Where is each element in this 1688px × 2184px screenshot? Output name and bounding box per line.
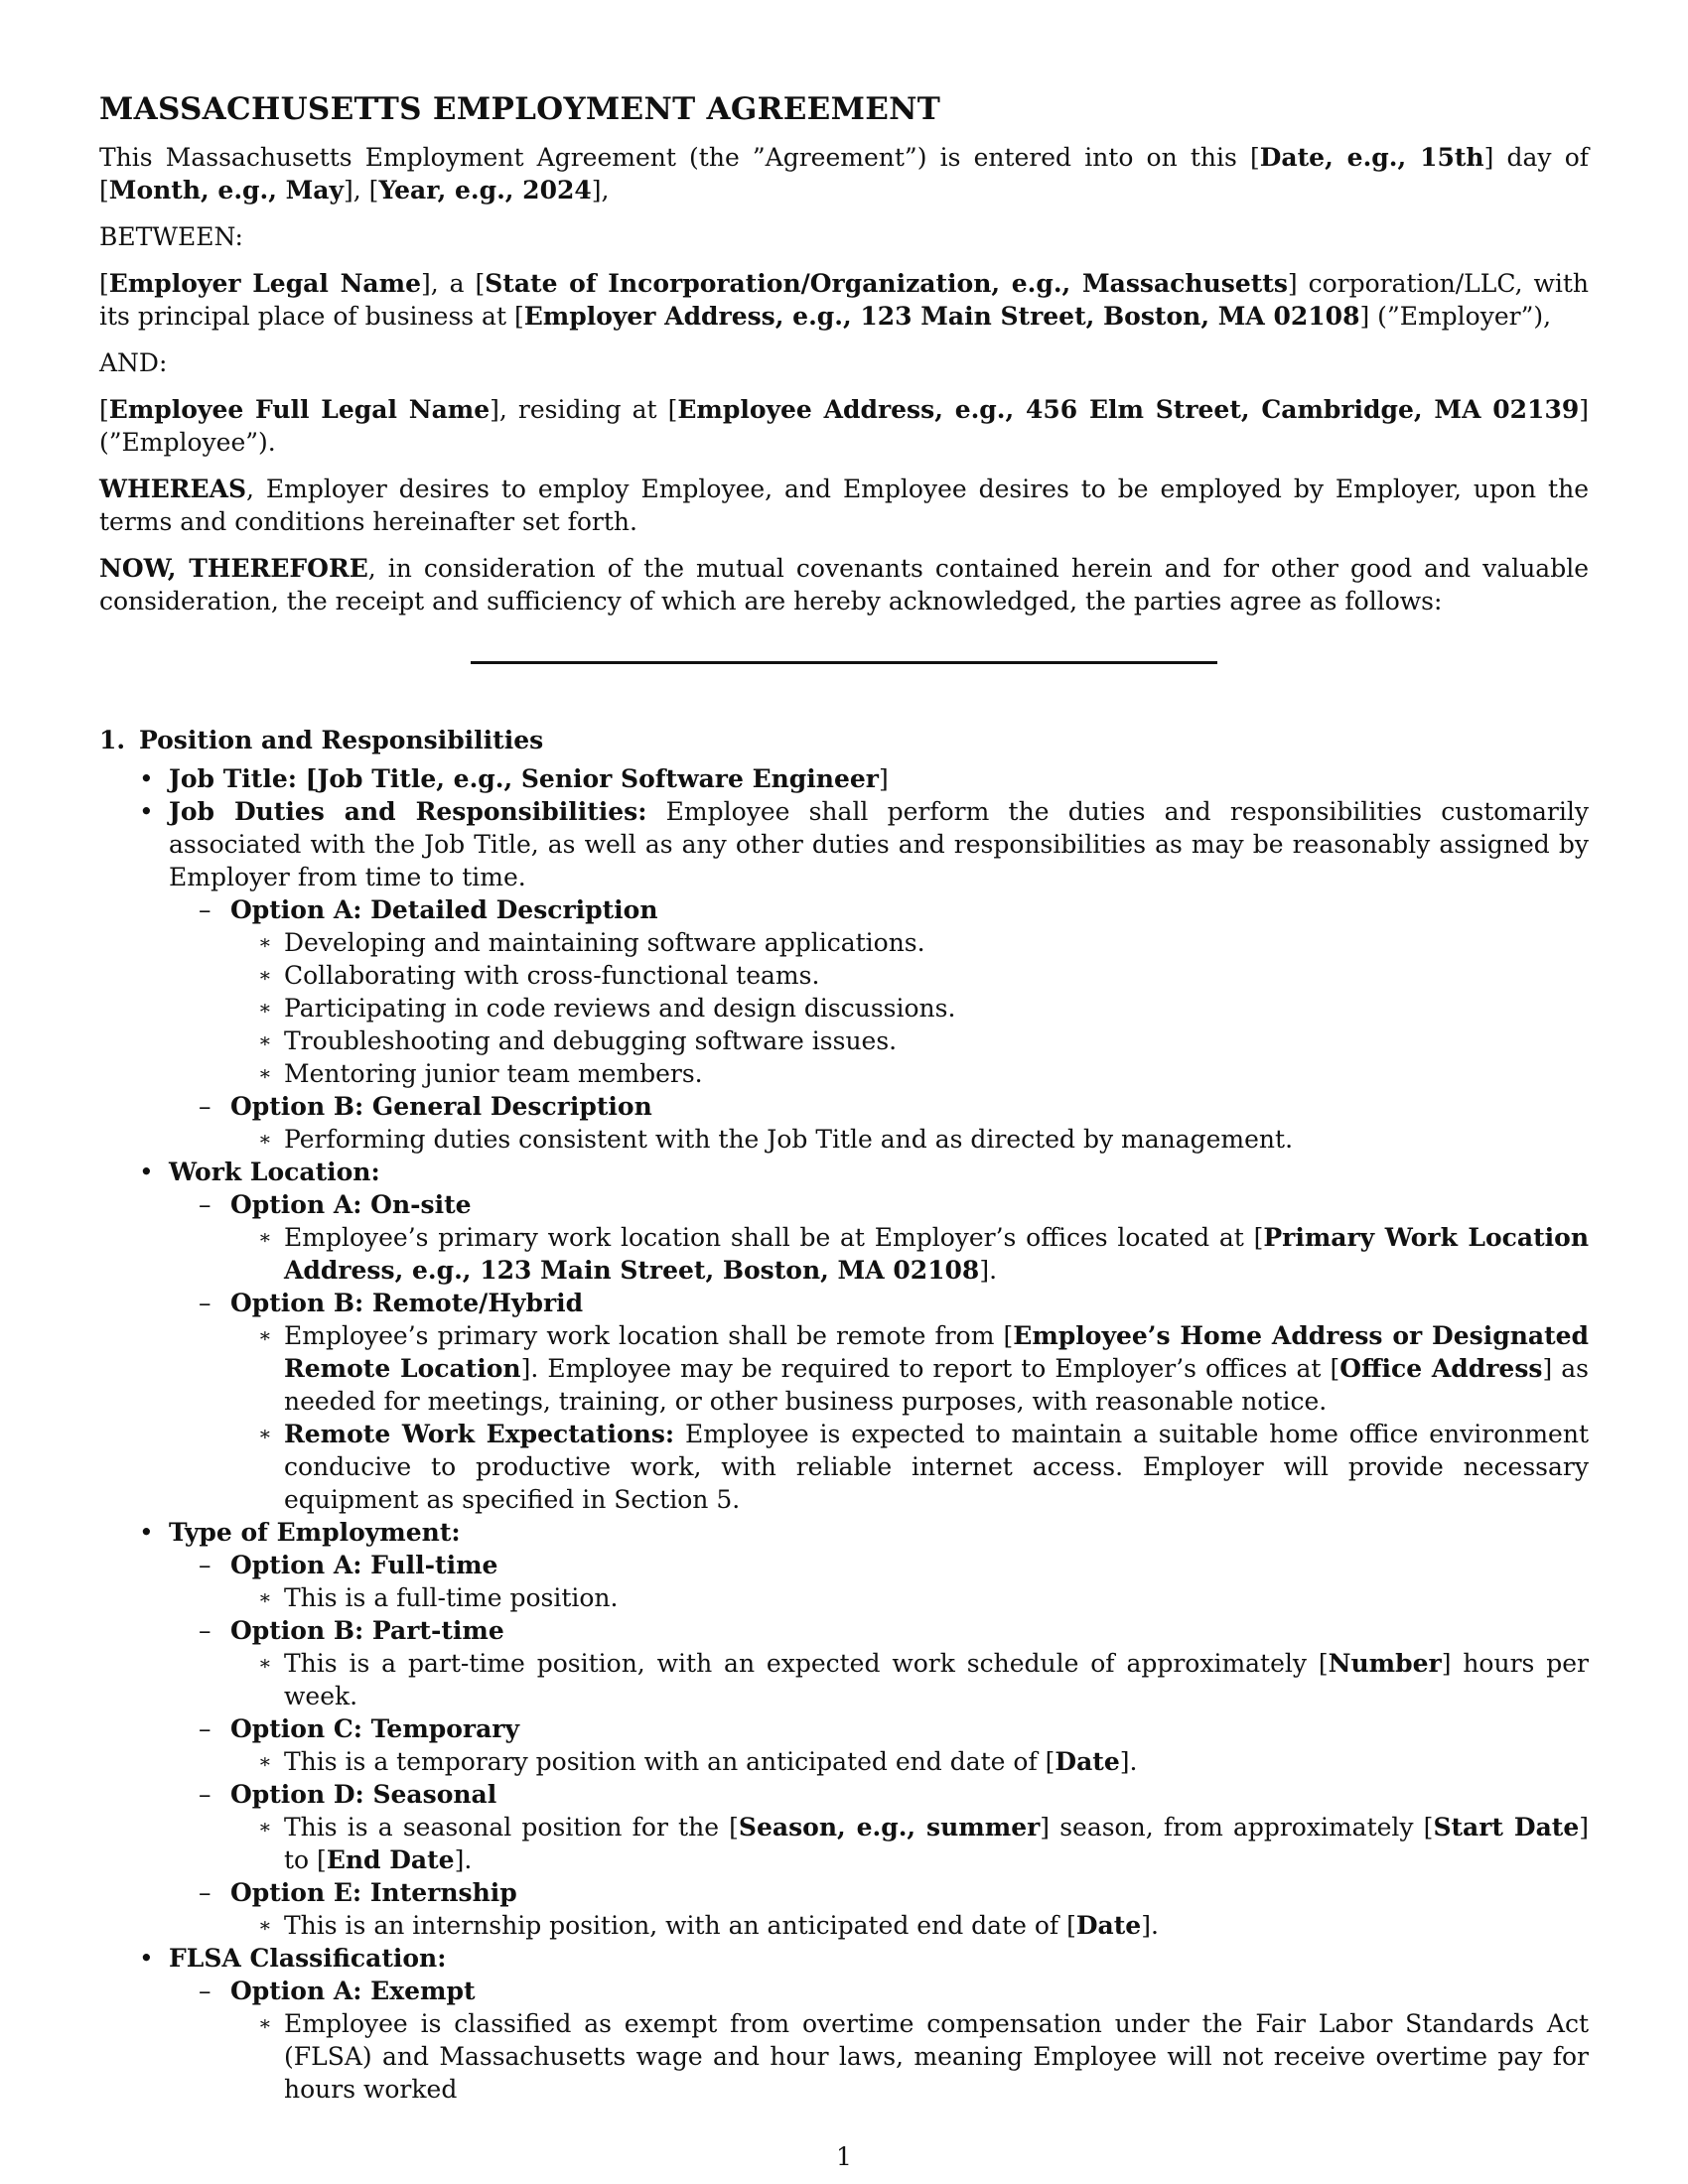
option-item: – Option A: On-site ∗ Employee’s primary work location shall be at Employer’s offices located at [Primary Work Location Address, e.g., 123 Main Street, Boston, MA 02108]. xyxy=(199,1190,1590,1285)
end-date-placeholder: Date xyxy=(1075,1911,1142,1940)
list-item-job-title: • Job Title: [Job Title, e.g., Senior Software Engineer] xyxy=(139,764,889,793)
star-marker: ∗ xyxy=(258,1061,272,1085)
dash-marker: – xyxy=(199,895,211,924)
dash-marker: – xyxy=(199,1616,211,1645)
list-item: ∗ Employee’s primary work location shall be at Employer’s offices located at [Primary Work Location Address, e.g., 123 Main Street, Boston, MA 02108]. xyxy=(258,1223,1590,1285)
section-1-list xyxy=(99,762,1589,2106)
list-item: ∗ This is a seasonal position for the [Season, e.g., summer] season, from approximately [Start Date] to [End Date]. xyxy=(258,1813,1589,1874)
option-item: – Option B: Part-time ∗ This is a part-time position, with an expected work schedule of approximately [Number] hours per week. xyxy=(199,1616,1589,1710)
star-marker: ∗ xyxy=(258,1913,272,1937)
bullet-marker: • xyxy=(139,764,154,793)
star-marker: ∗ xyxy=(258,1651,272,1675)
option-item: – Option C: Temporary ∗ This is a temporary position with an anticipated end date of [Date]. xyxy=(169,1712,1589,1778)
date-placeholder: Date, e.g., 15th xyxy=(1259,143,1484,172)
end-date-placeholder: Date xyxy=(1055,1747,1120,1776)
star-marker: ∗ xyxy=(258,1585,272,1609)
star-marker: ∗ xyxy=(258,1028,272,1052)
option-item: – Option A: Full-time ∗ This is a full-time position. xyxy=(169,1549,1589,1614)
dash-marker: – xyxy=(199,1092,211,1121)
month-placeholder: Month, e.g., May xyxy=(108,176,345,205)
dash-marker: – xyxy=(199,1780,211,1809)
season-placeholder: Season, e.g., summer xyxy=(738,1813,1041,1842)
option-item: – Option B: Remote/Hybrid ∗ Employee’s primary work location shall be remote from [Employee’s Home Address or Designated Remote Location]. Employee may be required to report to Employer’s offices at [Office Address] as needed for meetings, training, or other business purposes, with reasonable notice. ∗ Remote Work Expectations: Employee is expected to maintain a suitable home office environment conducive to productive work, with reliable internet access. Employer will provide necessary equipment as specified in Section 5. xyxy=(199,1289,1590,1514)
list-item: ∗ Participating in code reviews and design discussions. xyxy=(258,994,956,1023)
document-page xyxy=(99,91,1589,2106)
bullet-marker: • xyxy=(139,1158,154,1186)
star-marker: ∗ xyxy=(258,963,272,987)
dash-marker: – xyxy=(199,1977,211,2005)
star-marker: ∗ xyxy=(258,996,272,1020)
list-item: ∗ Employee’s primary work location shall be remote from [Employee’s Home Address or Designated Remote Location]. Employee may be required to report to Employer’s offices at [Office Address] as needed for meetings, training, or other business purposes, with reasonable notice. xyxy=(258,1321,1590,1416)
bullet-marker: • xyxy=(139,1518,154,1547)
bullet-marker: • xyxy=(139,1944,154,1973)
document-title: MASSACHUSETTS EMPLOYMENT AGREEMENT xyxy=(99,91,941,127)
employee-paragraph: [Employee Full Legal Name], residing at [Employee Address, e.g., 456 Elm Street, Cambridge, MA 02139] (”Employee”). xyxy=(99,395,1589,457)
and-label: AND: xyxy=(99,348,168,377)
list-item: ∗ Developing and maintaining software applications. xyxy=(258,928,925,957)
state-placeholder: State of Incorporation/Organization, e.g., Massachusetts xyxy=(485,269,1288,298)
list-item: ∗ This is a part-time position, with an expected work schedule of approximately [Number] hours per week. xyxy=(258,1649,1589,1710)
option-item: – Option E: Internship ∗ This is an internship position, with an anticipated end date of [Date]. xyxy=(169,1876,1589,1942)
work-location-placeholder: Primary Work Location Address, e.g., 123 Main Street, Boston, MA 02108 xyxy=(284,1223,1590,1285)
option-item: – Option D: Seasonal ∗ This is a seasonal position for the [Season, e.g., summer] season, from approximately [Start Date] to [End Date]. xyxy=(199,1780,1589,1874)
page-number: 1 xyxy=(836,2142,852,2171)
star-marker: ∗ xyxy=(258,1815,272,1839)
list-item: ∗ Troubleshooting and debugging software issues. xyxy=(258,1026,898,1055)
employer-address-placeholder: Employer Address, e.g., 123 Main Street, Boston, MA 02108 xyxy=(523,302,1360,331)
list-item: ∗ This is an internship position, with an anticipated end date of [Date]. xyxy=(258,1911,1159,1940)
employee-address-placeholder: Employee Address, e.g., 456 Elm Street, Cambridge, MA 02139 xyxy=(677,395,1580,424)
list-item: ∗ Performing duties consistent with the Job Title and as directed by management. xyxy=(258,1125,1294,1154)
employer-name-placeholder: Employer Legal Name xyxy=(108,269,421,298)
option-item: – Option A: Detailed Description ∗ Developing and maintaining software applications. ∗ Collaborating with cross-functional teams. ∗ Participating in code reviews and design discussions. ∗ Troubleshooting and debugging software issues. ∗ Mentoring junior team members. xyxy=(169,893,1589,1090)
between-label: BETWEEN: xyxy=(99,222,243,251)
intro-paragraph: This Massachusetts Employment Agreement (the ”Agreement”) is entered into on this [Date, e.g., 15th] day of [Month, e.g., May], [Year, e.g., 2024], xyxy=(99,143,1589,205)
dash-marker: – xyxy=(199,1714,211,1743)
star-marker: ∗ xyxy=(258,1749,272,1773)
list-item: ∗ This is a temporary position with an anticipated end date of [Date]. xyxy=(258,1747,1138,1776)
now-therefore-paragraph: NOW, THEREFORE, in consideration of the mutual covenants contained herein and for other good and valuable consideration, the receipt and sufficiency of which are hereby acknowledged, the parties agree as follows: xyxy=(99,554,1590,615)
bullet-marker: • xyxy=(139,797,154,826)
dash-marker: – xyxy=(199,1190,211,1219)
list-item: ∗ Collaborating with cross-functional teams. xyxy=(258,961,820,990)
start-date-placeholder: Start Date xyxy=(1433,1813,1580,1842)
whereas-paragraph: WHEREAS, Employer desires to employ Employee, and Employee desires to be employed by Employer, upon the terms and conditions hereinafter set forth. xyxy=(99,475,1589,536)
year-placeholder: Year, e.g., 2024 xyxy=(378,176,592,205)
dash-marker: – xyxy=(199,1289,211,1317)
dash-marker: – xyxy=(199,1878,211,1907)
option-item: – Option A: Exempt ∗ Employee is classified as exempt from overtime compensation under the Fair Labor Standards Act (FLSA) and Massachusetts wage and hour laws, meaning Employee will not receive overtime pay for hours worked xyxy=(199,1977,1589,2104)
job-title-placeholder: Job Title, e.g., Senior Software Engineer xyxy=(317,764,879,793)
list-item-duties: • Job Duties and Responsibilities: Employee shall perform the duties and responsibilities customarily associated with the Job Title, as well as any other duties and responsibilities as may be reasonably assigned by Employer from time to time. – Option A: Detailed Description ∗ Developing and maintaining software applications. ∗ Collaborating with cross-functional teams. ∗ Participating in code reviews and design discussions. ∗ Troubleshooting and debugging software issues. ∗ Mentoring junior team members. – Option B: General Description ∗ Performing duties consistent with the Job Title and as directed by management. xyxy=(139,797,1589,1154)
horizontal-divider xyxy=(471,661,1217,664)
dash-marker: – xyxy=(199,1551,211,1579)
star-marker: ∗ xyxy=(258,1422,272,1445)
section-heading: 1. Position and Responsibilities xyxy=(99,726,544,754)
list-item-work-location: • Work Location: – Option A: On-site ∗ Employee’s primary work location shall be at Employer’s offices located at [Primary Work Location Address, e.g., 123 Main Street, Boston, MA 02108]. – Option B: Remote/Hybrid ∗ Employee’s primary work location shall be remote from [Employee’s Home Address or Designated Remote Location]. Employee may be required to report to Employer’s offices at [Office Address] as needed for meetings, training, or other business purposes, with reasonable notice. ∗ Remote Work Expectations: Employee is expected to maintain a suitable home office environment conducive to productive work, with reliable internet access. Employer will provide necessary equipment as specified in Section 5. xyxy=(139,1158,1590,1514)
office-address-placeholder: Office Address xyxy=(1339,1354,1543,1383)
list-item-employment-type: • Type of Employment: – Option A: Full-time ∗ This is a full-time position. – Option B: Part-time ∗ This is a part-time position, with an expected work schedule of approximately [Number] hours per week. – Option C: Temporary ∗ This is a temporary position with an anticipated end date of [Date]. – Option D: Seasonal ∗ This is a seasonal position for the [Season, e.g., summer] season, from approximately [Start Date] to [End Date]. – Option E: Internship ∗ This is an internship position, with an anticipated end date of [Date]. xyxy=(139,1518,1589,1940)
list-item-flsa: • FLSA Classification: – Option A: Exempt ∗ Employee is classified as exempt from overtime compensation under the Fair Labor Standards Act (FLSA) and Massachusetts wage and hour laws, meaning Employee will not receive overtime pay for hours worked xyxy=(139,1944,1589,2104)
star-marker: ∗ xyxy=(258,930,272,954)
home-address-placeholder: Employee’s Home Address or Designated Remote Location xyxy=(284,1321,1589,1383)
list-item: ∗ This is a full-time position. xyxy=(258,1583,619,1612)
employee-name-placeholder: Employee Full Legal Name xyxy=(108,395,491,424)
star-marker: ∗ xyxy=(258,1127,272,1151)
list-item: ∗ Remote Work Expectations: Employee is expected to maintain a suitable home office environment conducive to productive work, with reliable internet access. Employer will provide necessary equipment as specified in Section 5. xyxy=(258,1420,1589,1514)
list-item: ∗ Mentoring junior team members. xyxy=(258,1059,703,1088)
list-item: ∗ Employee is classified as exempt from overtime compensation under the Fair Labor Standards Act (FLSA) and Massachusetts wage and hour laws, meaning Employee will not receive overtime pay for hours worked xyxy=(258,2009,1589,2104)
option-item: – Option B: General Description ∗ Performing duties consistent with the Job Title and as directed by management. xyxy=(169,1090,1589,1156)
star-marker: ∗ xyxy=(258,2011,272,2035)
hours-placeholder: Number xyxy=(1328,1649,1442,1678)
employer-paragraph: [Employer Legal Name], a [State of Incorporation/Organization, e.g., Massachusetts] corporation/LLC, with its principal place of business at [Employer Address, e.g., 123 Main Street, Boston, MA 02108] (”Employer”), xyxy=(99,269,1589,331)
star-marker: ∗ xyxy=(258,1323,272,1347)
end-date-placeholder: End Date xyxy=(326,1845,455,1874)
star-marker: ∗ xyxy=(258,1225,272,1249)
